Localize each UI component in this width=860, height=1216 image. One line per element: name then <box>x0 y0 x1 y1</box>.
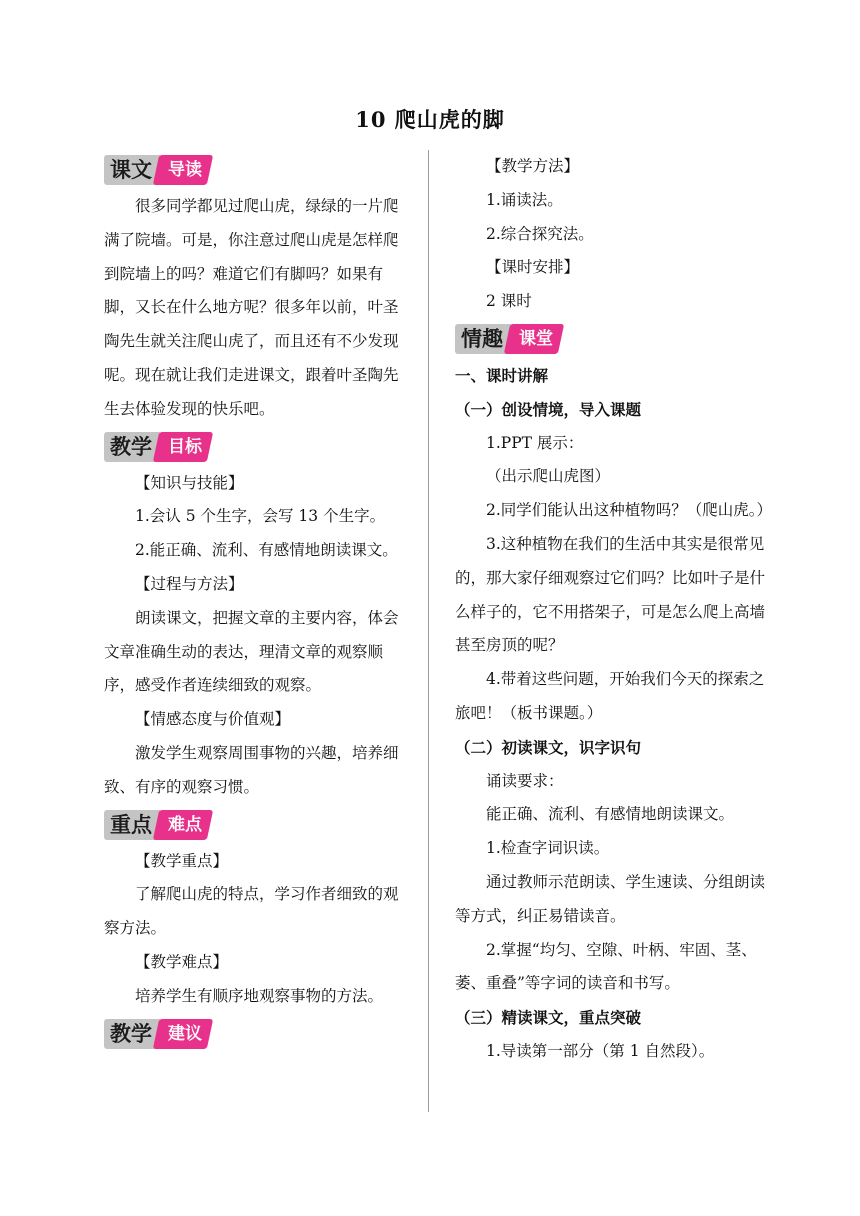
paragraph: 2.掌握“均匀、空隙、叶柄、牢固、茎、萎、重叠”等字词的读音和书写。 <box>455 940 757 993</box>
section-badge-jianyi <box>104 1014 404 1054</box>
paragraph: 1.PPT 展示： <box>486 433 584 452</box>
paragraph: 1.会认 5 个生字，会写 13 个生字。 <box>135 507 386 526</box>
section-heading: 一、课时讲解 <box>455 365 549 385</box>
section-subheading: （三）精读课文，重点突破 <box>455 1008 642 1028</box>
section-subheading: （二）初读课文，识字识句 <box>455 737 642 757</box>
paragraph: 能正确、流利、有感情地朗读课文。 <box>486 805 735 824</box>
paragraph: 1.诵读法。 <box>486 190 563 209</box>
paragraph: 2.综合探究法。 <box>486 224 594 243</box>
right-column <box>455 150 773 1069</box>
paragraph: 1.检查字词识读。 <box>486 839 610 858</box>
badge-pink: 难点 <box>153 810 213 840</box>
subheading: 【过程与方法】 <box>135 574 244 593</box>
subheading: 【教学方法】 <box>486 157 580 175</box>
left-column <box>104 150 404 1054</box>
column-divider <box>428 150 429 1112</box>
paragraph: （出示爬山虎图） <box>486 467 611 486</box>
badge-pink: 目标 <box>153 432 213 462</box>
section-subheading: （一）创设情境，导入课题 <box>455 399 642 419</box>
paragraph: 2.同学们能认出这种植物吗？（爬山虎。） <box>486 501 773 520</box>
paragraph: 2 课时 <box>486 292 532 311</box>
section-badge-nandian <box>104 805 404 845</box>
subheading: 【课时安排】 <box>486 258 580 277</box>
badge-word: 情趣 <box>455 324 511 354</box>
paragraph: 1.导读第一部分（第 1 自然段）。 <box>486 1041 715 1060</box>
paragraph: 激发学生观察周围事物的兴趣，培养细致、有序的观察习惯。 <box>104 743 399 796</box>
badge-word: 重点 <box>104 810 160 840</box>
paragraph: 朗读课文，把握文章的主要内容，体会文章准确生动的表达，理清文章的观察顺序，感受作者连续细致的观察。 <box>104 608 399 695</box>
subheading: 【知识与技能】 <box>135 473 244 492</box>
paragraph: 诵读要求： <box>486 771 564 790</box>
section-badge-mubiao <box>104 427 404 467</box>
subheading: 【情感态度与价值观】 <box>135 710 291 729</box>
badge-word: 教学 <box>104 432 160 462</box>
paragraph: 了解爬山虎的特点，学习作者细致的观察方法。 <box>104 885 399 938</box>
paragraph: 4.带着这些问题，开始我们今天的探索之旅吧！（板书课题。） <box>455 670 765 722</box>
page-title: 10 爬山虎的脚 <box>355 107 505 132</box>
section-badge-daodu <box>104 150 404 190</box>
intro-paragraph: 很多同学都见过爬山虎，绿绿的一片爬满了院墙。可是，你注意过爬山虎是怎样爬到院墙上的吗？难道它们有脚吗？如果有脚，又长在什么地方呢？很多年以前，叶圣陶先生就关注爬山虎了，而且还有不少发现呢。现在就让我们走进课文，跟着叶圣陶先生去体验发现的快乐吧。 <box>104 197 399 418</box>
subheading: 【教学难点】 <box>135 952 229 971</box>
badge-pink: 导读 <box>153 155 213 185</box>
badge-word: 课文 <box>104 155 160 185</box>
paragraph: 培养学生有顺序地观察事物的方法。 <box>135 986 384 1005</box>
badge-pink: 建议 <box>153 1019 213 1049</box>
badge-pink: 课堂 <box>504 324 564 354</box>
paragraph: 通过教师示范朗读、学生速读、分组朗读等方式，纠正易错读音。 <box>455 872 766 925</box>
paragraph: 2.能正确、流利、有感情地朗读课文。 <box>135 541 398 560</box>
subheading: 【教学重点】 <box>135 851 229 870</box>
paragraph: 3.这种植物在我们的生活中其实是很常见的，那大家仔细观察过它们吗？比如叶子是什么样子的，它不用搭架子，可是怎么爬上高墙甚至房顶的呢？ <box>455 534 766 655</box>
badge-word: 教学 <box>104 1019 160 1049</box>
section-badge-ketang <box>455 319 765 359</box>
